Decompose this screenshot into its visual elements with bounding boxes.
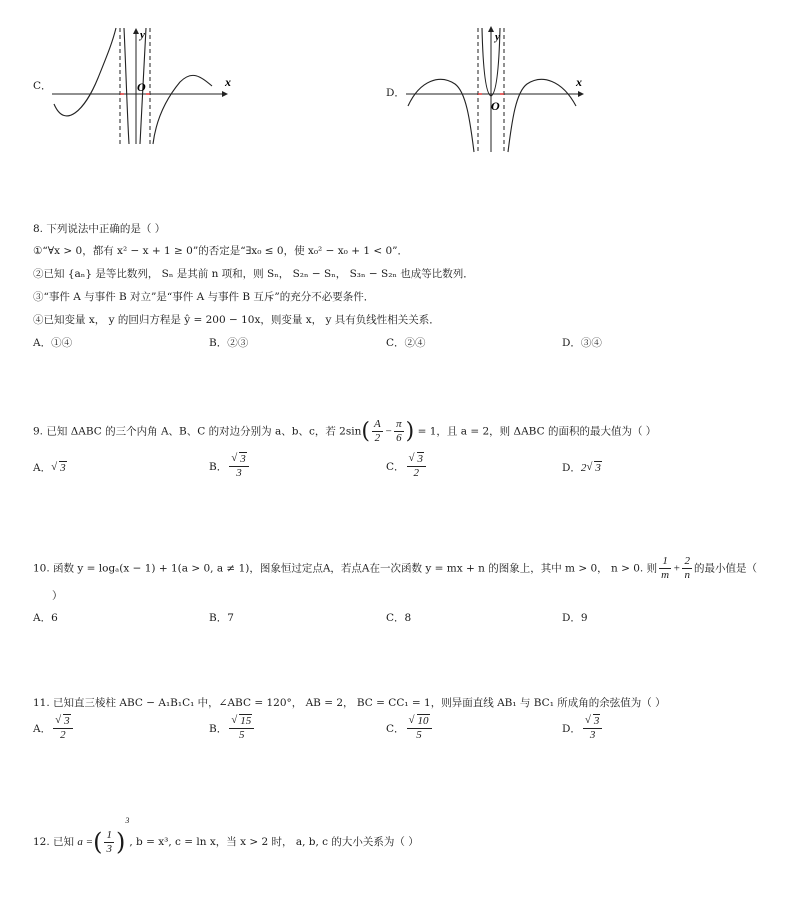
q12-stem-part-a: 12. 已知: [33, 836, 75, 848]
option-c-label: C．: [33, 80, 52, 92]
graph-c: [40, 20, 240, 150]
graph-d-curve-right: [508, 79, 576, 152]
q8-option-c[interactable]: C．②④: [386, 337, 426, 349]
q9-option-d[interactable]: D．2√ 3: [562, 460, 602, 475]
q10-stem: 10. 函数 y = logₐ(x − 1) + 1(a > 0, a ≠ 1)，图象恒过定点A，若点A在一次函数 y = mx + n 的图象上，其中 m > 0， n > 0. 则 $\frac{1}{m}$ + $\frac{2}{n}$ 的最小值是（: [33, 555, 757, 581]
graph-d-x-label: x: [576, 75, 582, 89]
q9-option-c[interactable]: C． √ $\frac{3}{2}$: [386, 454, 428, 479]
graph-d-curve-left: [408, 79, 474, 152]
q11-option-c[interactable]: C． √ $\frac{10}{5}$: [386, 716, 434, 741]
q9-option-a[interactable]: A．√ 3: [33, 460, 67, 475]
q8-option-a[interactable]: A．①④: [33, 337, 73, 349]
q10-option-b[interactable]: B．7: [209, 612, 234, 624]
q12-stem-part-b: , b = x³, c = ln x，当 x > 2 时， a, b, c 的大小关系为（ ）: [129, 836, 419, 848]
q12-exponent: 3: [125, 816, 130, 825]
q8-statement-1: ①“∀x > 0，都有 x² − x + 1 ≥ 0”的否定是“∃x₀ ≤ 0，使 x₀² − x₀ + 1 < 0”．: [33, 245, 409, 257]
q11-stem: 11. 已知直三棱柱 ABC − A₁B₁C₁ 中，∠ABC = 120°， AB = 2， BC = CC₁ = 1，则异面直线 AB₁ 与 BC₁ 所成角的余弦值为（ ）: [33, 697, 666, 709]
graph-c-x-label: x: [225, 75, 231, 89]
q12-base-fraction: $\frac{1}{3}$: [106, 828, 112, 855]
graph-d-y-label: y: [495, 31, 500, 43]
q9-stem-part-a: 9. 已知 ΔABC 的三个内角 A、B、C 的对边分别为 a、b、c，若 2sin: [33, 425, 362, 438]
graph-c-curve-mid-left: [124, 28, 129, 144]
q10-stem-part-a: 10. 函数 y = logₐ(x − 1) + 1(a > 0, a ≠ 1)，图象恒过定点A，若点A在一次函数 y = mx + n 的图象上，其中 m > 0， n > 0. 则: [33, 562, 658, 575]
q10-fraction-2: $\frac{2}{n}$: [684, 555, 690, 581]
q8-statement-4: ④已知变量 x， y 的回归方程是 ŷ = 200 − 10x，则变量 x， y 具有负线性相关关系．: [33, 314, 440, 326]
q10-fraction-1: $\frac{1}{m}$: [661, 555, 670, 581]
q8-option-b[interactable]: B．②③: [209, 337, 249, 349]
q8-statement-2: ②已知 {aₙ} 是等比数列， Sₙ 是其前 n 项和，则 Sₙ， S₂ₙ − Sₙ， S₃ₙ − S₂ₙ 也成等比数列．: [33, 268, 474, 280]
graph-d-origin: O: [491, 99, 500, 113]
option-d-label: D．: [386, 87, 405, 99]
q8-option-d[interactable]: D．③④: [562, 337, 602, 349]
q10-option-c[interactable]: C．8: [386, 612, 412, 624]
q9-fraction-pi: $\frac{\pi}{6}$: [396, 418, 402, 444]
q10-option-d[interactable]: D．9: [562, 612, 588, 624]
q10-option-a[interactable]: A．6: [33, 612, 58, 624]
q10-close-paren: ）: [52, 590, 63, 602]
q9-stem: 9. 已知 ΔABC 的三个内角 A、B、C 的对边分别为 a、b、c，若 2sin( $\frac{A}{2}$ − $\frac{\pi}{6}$ ) = 1，且 a = 2，则 ΔABC 的面积的最大值为（ ）: [33, 418, 657, 444]
q11-option-d[interactable]: D． √ $\frac{3}{3}$: [562, 716, 604, 741]
graph-c-curve-right: [153, 75, 212, 144]
graph-c-curve-left: [54, 28, 116, 116]
q9-stem-part-b: = 1，且 a = 2，则 ΔABC 的面积的最大值为（ ）: [417, 425, 657, 438]
graph-d: [400, 20, 600, 160]
q8-statement-3: ③“事件 A 与事件 B 对立”是“事件 A 与事件 B 互斥”的充分不必要条件．: [33, 291, 375, 303]
graph-c-y-label: y: [140, 29, 145, 41]
graph-c-origin: O: [137, 80, 146, 94]
q12-stem: 12. 已知 a =( $\frac{1}{3}$ )$^3$, b = x³, c = ln x，当 x > 2 时， a, b, c 的大小关系为（ ）: [33, 816, 419, 856]
q8-stem: 8. 下列说法中正确的是（ ）: [33, 223, 166, 235]
q11-option-a[interactable]: A． √ $\frac{3}{2}$: [33, 716, 75, 741]
q9-fraction-a: $\frac{A}{2}$: [373, 418, 381, 444]
q11-option-b[interactable]: B． √ $\frac{15}{5}$: [209, 716, 256, 741]
q10-stem-part-b: 的最小值是（: [693, 562, 757, 575]
q9-option-b[interactable]: B． √ $\frac{3}{3}$: [209, 454, 251, 479]
